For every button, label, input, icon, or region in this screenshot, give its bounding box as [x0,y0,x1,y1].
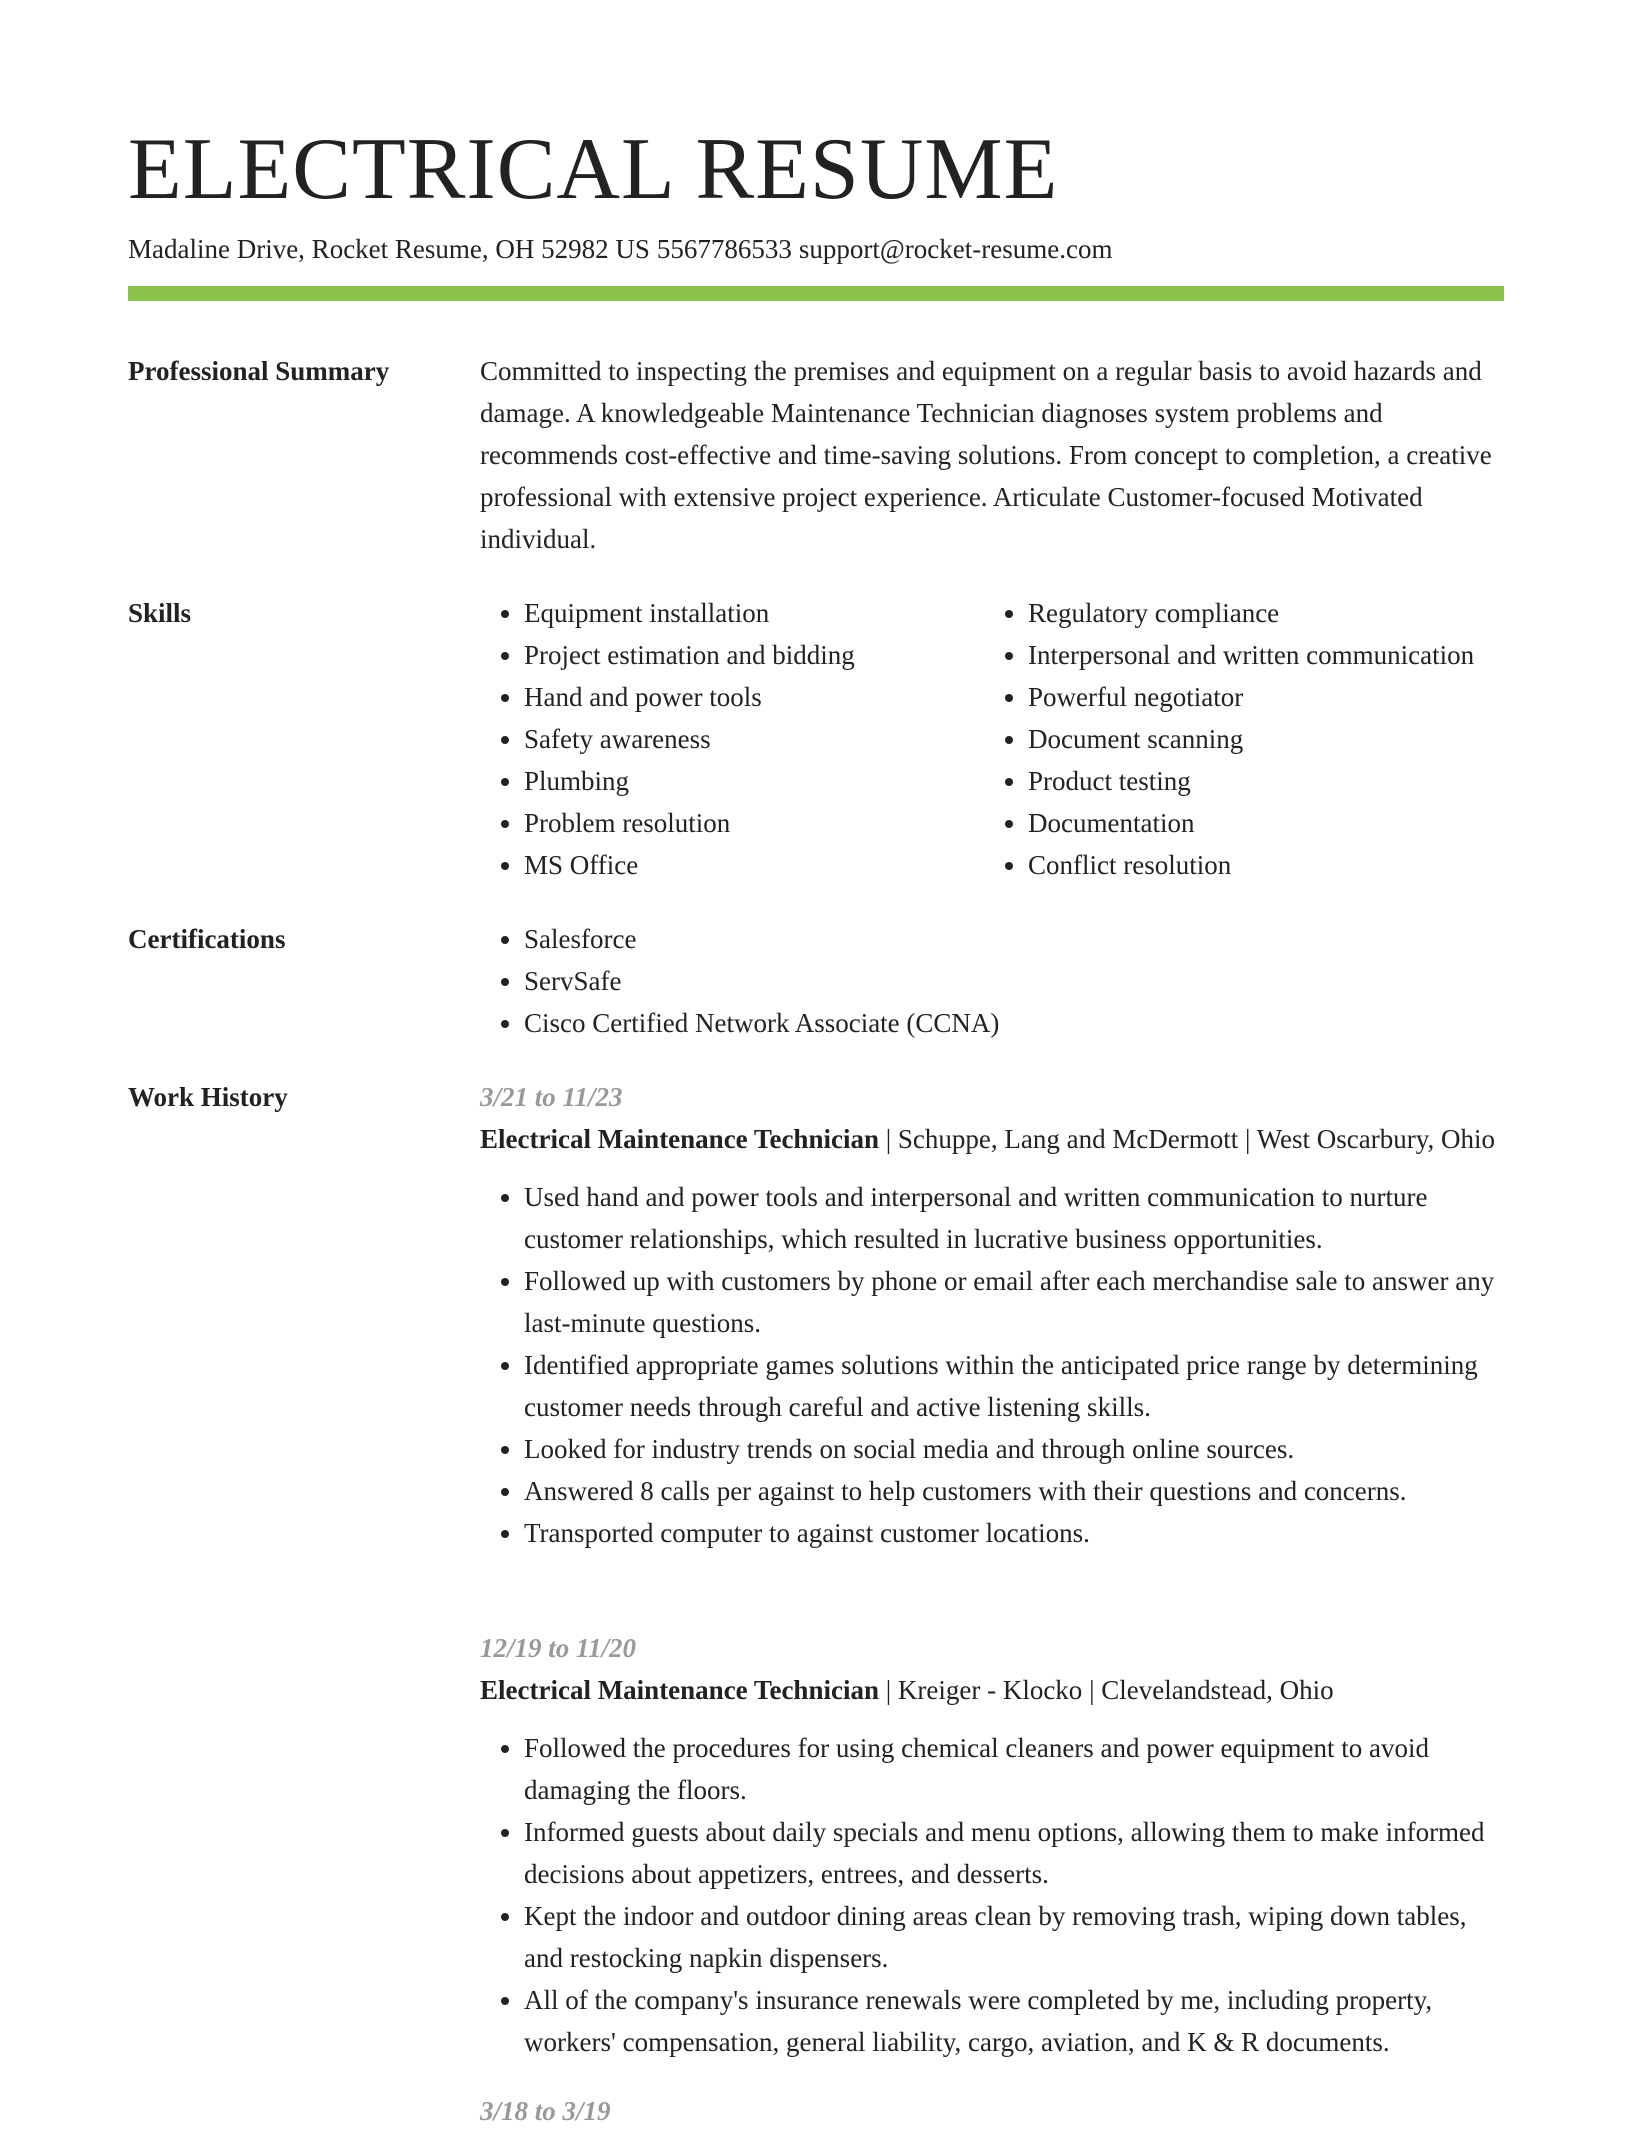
skill-item: • Documentation [1028,802,1548,844]
job-bullets [480,1727,1504,2063]
skill-item: • Safety awareness [524,718,1024,760]
contact-phone: 5567786533 [656,234,792,264]
job-company: Schuppe, Lang and McDermott [897,1124,1239,1154]
job-bullet: • Kept the indoor and outdoor dining areas clean by removing trash, wiping down tables, and restocking napkin dispensers. [524,1895,1504,1979]
skills-list-right [984,592,1548,886]
skill-item: • Regulatory compliance [1028,592,1548,634]
skills-list-left [480,592,1024,886]
job-bullet: • Followed up with customers by phone or email after each merchandise sale to answer any last-minute questions. [524,1260,1504,1344]
job-company: Kreiger - Klocko [897,1675,1083,1705]
job-entry [480,1627,1504,2063]
job-title: Electrical Maintenance Technician [480,1124,879,1154]
job-bullet: • Looked for industry trends on social media and through online sources. [524,1428,1504,1470]
job-bullet: • Transported computer to against customer locations. [524,1512,1504,1554]
skill-item: • Powerful negotiator [1028,676,1548,718]
skills-heading: Skills [128,598,192,628]
job-bullet: • Used hand and power tools and interpersonal and written communication to nurture customer relationships, which resulted in lucrative business opportunities. [524,1176,1504,1260]
resume-title: ELECTRICAL RESUME [128,121,1059,218]
skill-item: • Conflict resolution [1028,844,1548,886]
job-bullets [480,1176,1504,1554]
job-dates: 3/21 to 11/23 [480,1082,623,1112]
job-dates: 12/19 to 11/20 [480,1633,637,1663]
certification-item: • Cisco Certified Network Associate (CCNA) [524,1002,1504,1044]
contact-email[interactable]: support@rocket-resume.com [798,234,1113,264]
job-bullet: • Followed the procedures for using chemical cleaners and power equipment to avoid damaging the floors. [524,1727,1504,1811]
contact-line [128,232,1112,266]
job-title: Electrical Maintenance Technician [480,1675,879,1705]
skill-item: • Interpersonal and written communication [1028,634,1548,676]
skill-item: • Problem resolution [524,802,1024,844]
skill-item: • Document scanning [1028,718,1548,760]
job-header [480,1118,1504,1160]
certifications-heading: Certifications [128,924,286,954]
summary-heading: Professional Summary [128,356,390,386]
skill-item: • Plumbing [524,760,1024,802]
job-bullet: • All of the company's insurance renewals were completed by me, including property, workers' compensation, general liability, cargo, aviation, and K & R documents. [524,1979,1504,2063]
skill-item: • Equipment installation [524,592,1024,634]
job-dates: 3/18 to 3/19 [480,2096,611,2126]
certifications-body [480,918,1504,1044]
job-separator: | [885,1675,892,1705]
job-bullet: • Informed guests about daily specials and menu options, allowing them to make informed decisions about appetizers, entrees, and desserts. [524,1811,1504,1895]
contact-address: Madaline Drive, Rocket Resume, OH 52982 US [128,234,650,264]
job-separator: | [1089,1675,1095,1705]
summary-text: Committed to inspecting the premises and equipment on a regular basis to avoid hazards and damage. A knowledgeable Maintenance Technician diagnoses system problems and recommends cost-effective and time-saving solutions. From concept to completion, a creative professional with extensive project experience. Articulate Customer-focused Motivated individual. [480,356,1492,554]
certification-item: • Salesforce [524,918,1504,960]
skill-item: • Hand and power tools [524,676,1024,718]
job-separator: | [1245,1124,1251,1154]
job-location: West Oscarbury, Ohio [1256,1124,1495,1154]
skill-item: • Project estimation and bidding [524,634,1024,676]
work-history-heading: Work History [128,1082,288,1112]
summary-body [480,350,1504,560]
certifications-list [480,918,1504,1044]
job-separator: | [885,1124,892,1154]
certification-item: • ServSafe [524,960,1504,1002]
skill-item: • Product testing [1028,760,1548,802]
job-bullet: • Answered 8 calls per against to help customers with their questions and concerns. [524,1470,1504,1512]
accent-divider [128,286,1504,301]
job-entry [480,1076,1504,1554]
skill-item: • MS Office [524,844,1024,886]
job-header [480,1669,1504,1711]
job-location: Clevelandstead, Ohio [1101,1675,1334,1705]
job-entry [480,2090,1504,2132]
job-bullet: • Identified appropriate games solutions within the anticipated price range by determining customer needs through careful and active listening skills. [524,1344,1504,1428]
